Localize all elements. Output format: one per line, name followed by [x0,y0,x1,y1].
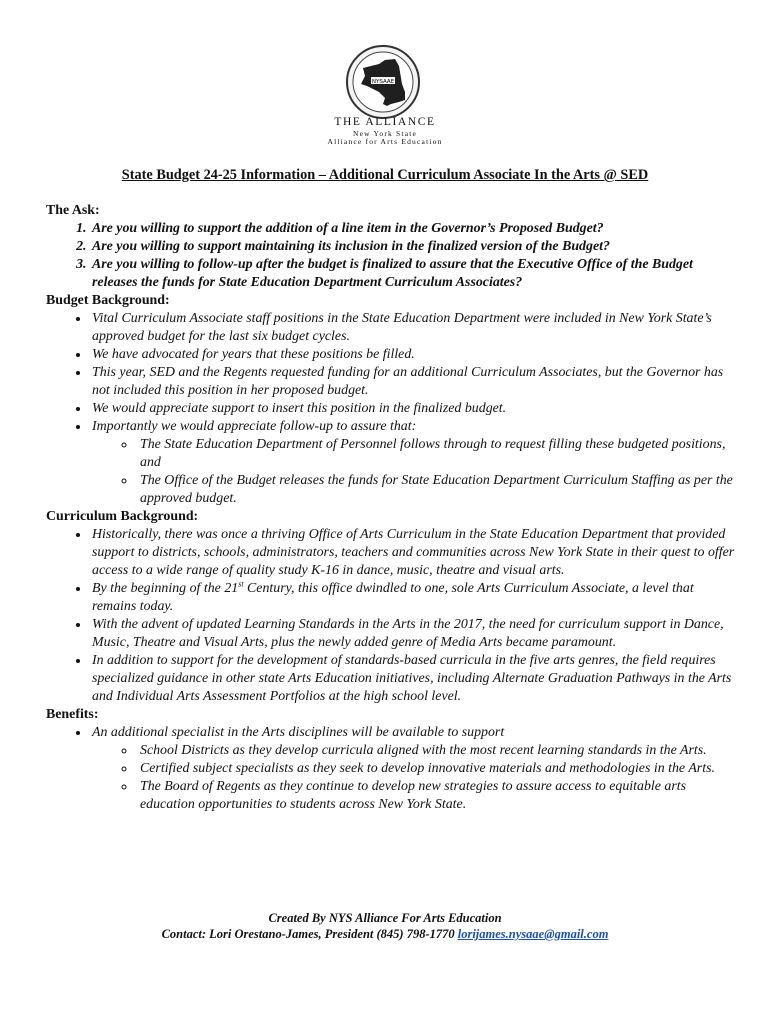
list-item-text: Importantly we would appreciate follow-up to assure that: [92,419,417,434]
curriculum-background-heading: Curriculum Background: [46,509,199,524]
benefits-sublist [92,742,736,814]
footer-created-by: Created By NYS Alliance For Arts Education [268,911,502,925]
budget-background-heading: Budget Background: [46,293,170,308]
ask-item: 2. Are you willing to support maintaining its inclusion in the finalized version of the Budget? [90,238,736,256]
ask-item: 3. Are you willing to follow-up after the budget is finalized to assure that the Executive Office of the Budget releases the funds for State Education Department Curriculum Associates? [90,256,736,292]
svg-text:NYSAAE: NYSAAE [371,79,395,85]
email-link[interactable]: lorijames.nysaae@gmail.com [457,927,609,941]
list-item [90,418,736,508]
century-superscript: st [238,579,244,589]
list-item: • We would appreciate support to insert this position in the finalized budget. [90,400,736,418]
sub-list-item: ◦ The State Education Department of Personnel follows through to request filling these budgeted positions, and [136,436,736,472]
sub-list-item: ◦ The Office of the Budget releases the funds for State Education Department Curriculum Staffing as per the approved budget. [136,472,736,508]
list-item-text: An additional specialist in the Arts disciplines will be available to support [92,725,505,740]
ask-item: 1. Are you willing to support the addition of a line item in the Governor’s Proposed Budget? [90,220,736,238]
benefits-heading: Benefits: [46,707,99,722]
list-item: • Historically, there was once a thriving Office of Arts Curriculum in the State Education Department that provided support to districts, schools, administrators, teachers and communities across New York State in their quest to offer access to a wide range of quality study K-16 in dance, music, theatre and visual arts. [90,526,736,580]
curriculum-background-list [46,526,736,706]
ask-heading: The Ask: [46,203,100,218]
budget-background-list [46,310,736,508]
document-title: State Budget 24-25 Information – Additional Curriculum Associate In the Arts @ SED [121,167,649,183]
list-item: • In addition to support for the development of standards-based curricula in the five arts genres, the field requires specialized guidance in other state Arts Education initiatives, including Alternate Graduation Pathways in the Arts and Individual Arts Assessment Portfolios at the high school level. [90,652,736,706]
sub-list-item: ◦ School Districts as they develop curricula aligned with the most recent learning standards in the Arts. [136,742,736,760]
list-item: • With the advent of updated Learning Standards in the Arts in the 2017, the need for curriculum support in Dance, Music, Theatre and Visual Arts, plus the newly added genre of Media Arts became paramount. [90,616,736,652]
document-body [46,202,736,814]
ask-list [46,220,736,292]
org-name: THE ALLIANCE [334,116,436,128]
benefits-list [46,724,736,814]
century-text-start: By the beginning of the 21 [92,581,239,596]
alliance-logo-icon [345,44,421,120]
century-text-end: Century, this office dwindled to one, sole Arts Curriculum Associate, a level that remains today. [92,581,694,614]
sub-list-item: ◦ Certified subject specialists as they seek to develop innovative materials and methodologies in the Arts. [136,760,736,778]
list-item [90,580,736,616]
list-item: • We have advocated for years that these positions be filled. [90,346,736,364]
footer-contact [0,926,770,942]
list-item: • This year, SED and the Regents requested funding for an additional Curriculum Associates, but the Governor has not included this position in her proposed budget. [90,364,736,400]
list-item [90,724,736,814]
list-item: • Vital Curriculum Associate staff positions in the State Education Department were included in New York State’s approved budget for the last six budget cycles. [90,310,736,346]
sub-list-item: ◦ The Board of Regents as they continue to develop new strategies to assure access to equitable arts education opportunities to students across New York State. [136,778,736,814]
org-subtitle-alliance: Alliance for Arts Education [327,137,443,146]
org-subtitle-state: New York State [352,129,418,138]
contact-text: Contact: Lori Orestano-James, President (845) 798-1770 [161,927,455,941]
budget-background-sublist [92,436,736,508]
